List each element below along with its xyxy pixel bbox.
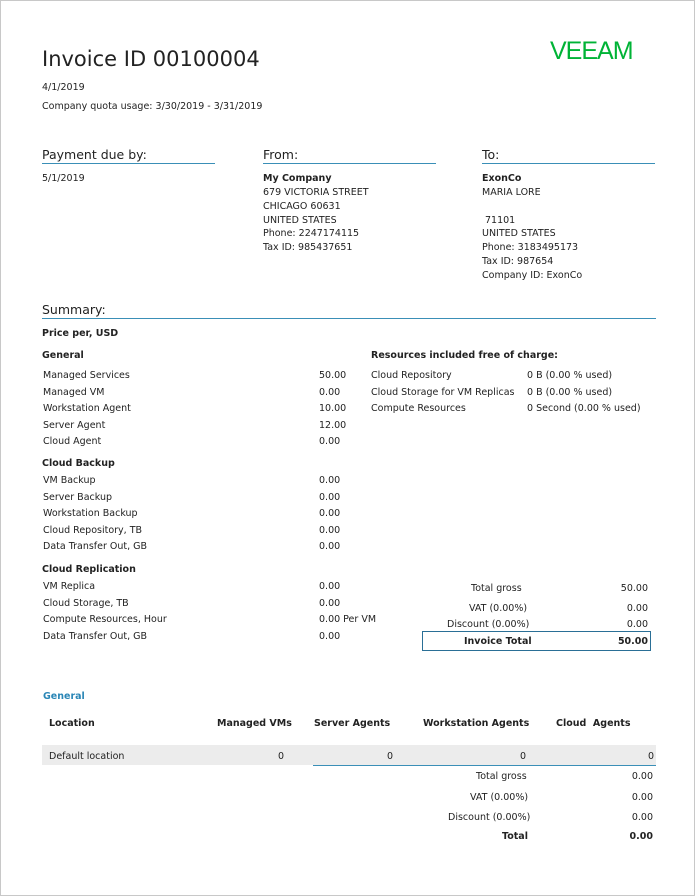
to-tax: Tax ID: 987654 <box>482 256 554 267</box>
general-section-label: General <box>42 350 84 361</box>
summary-discount-label: Discount (0.00%) <box>447 619 530 630</box>
free-resources-label: Resources included free of charge: <box>371 350 558 361</box>
to-company: ExonCo <box>482 173 522 184</box>
table-vat: 0.00 <box>631 792 653 803</box>
invoice-total: 50.00 <box>617 636 648 647</box>
cell-workstation-agents: 0 <box>519 751 526 762</box>
summary-discount: 0.00 <box>626 619 648 630</box>
summary-row-value: 0.00 <box>319 597 341 609</box>
summary-row-label: VM Replica <box>43 581 96 592</box>
cloud-replication-label: Cloud Replication <box>42 564 136 575</box>
col-workstation-agents: Workstation Agents <box>423 718 530 729</box>
summary-row-label: Compute Resources, Hour <box>43 614 167 626</box>
from-company: My Company <box>263 173 332 184</box>
col-managed-vms: Managed VMs <box>217 718 292 729</box>
cell-location: Default location <box>49 751 125 762</box>
summary-vat: 0.00 <box>626 603 648 614</box>
table-total-gross-label: Total gross <box>476 771 527 782</box>
payment-due-date: 5/1/2019 <box>42 173 85 184</box>
summary-row-value: 0 B (0.00 % used) <box>527 386 613 398</box>
table-row <box>42 745 656 765</box>
from-street: 679 VICTORIA STREET <box>263 187 369 198</box>
summary-row-label: Data Transfer Out, GB <box>43 541 148 553</box>
cell-managed-vms: 0 <box>277 751 284 762</box>
summary-row-value: 0.00 <box>319 508 341 520</box>
summary-total-gross-label: Total gross <box>471 583 522 594</box>
veeam-logo <box>550 35 648 65</box>
col-server-agents: Server Agents <box>314 718 391 729</box>
to-company-id: Company ID: ExonCo <box>482 270 583 281</box>
summary-row-value: 10.00 <box>319 403 347 415</box>
col-cloud-agents: Cloud Agents <box>556 718 631 729</box>
payment-due-header: Payment due by: <box>42 147 215 164</box>
cell-server-agents: 0 <box>386 751 393 762</box>
from-country: UNITED STATES <box>263 215 337 226</box>
summary-row-label: Server Agent <box>43 419 106 431</box>
summary-row-label: Server Backup <box>43 491 112 503</box>
table-discount: 0.00 <box>631 812 653 823</box>
invoice-total-label: Invoice Total <box>464 636 532 647</box>
summary-row-label: Cloud Storage, TB <box>43 597 129 609</box>
summary-row-label: VM Backup <box>43 475 96 486</box>
svg-text:VEEAM: VEEAM <box>550 37 633 65</box>
summary-row-label: Workstation Backup <box>43 508 138 520</box>
summary-row-label: Compute Resources <box>371 403 466 415</box>
summary-total-gross: 50.00 <box>620 583 648 594</box>
invoice-date: 4/1/2019 <box>42 82 85 93</box>
to-person: MARIA LORE <box>482 187 541 198</box>
to-header: To: <box>482 147 655 164</box>
quota-usage: Company quota usage: 3/30/2019 - 3/31/2019 <box>42 101 263 112</box>
price-label: Price per, USD <box>42 328 119 339</box>
summary-row-label: Cloud Agent <box>43 436 102 448</box>
summary-row-value: 0.00 <box>319 386 341 398</box>
summary-row-label: Cloud Repository <box>371 370 452 381</box>
to-phone: Phone: 3183495173 <box>482 242 579 253</box>
summary-row-value: 0.00 <box>319 630 341 642</box>
cell-cloud-agents: 0 <box>647 751 654 762</box>
summary-row-value: 0.00 <box>319 541 341 553</box>
summary-row-label: Workstation Agent <box>43 403 131 415</box>
summary-row-value: 0.00 Per VM <box>319 614 377 626</box>
summary-row-value: 0.00 <box>319 475 341 486</box>
summary-header: Summary: <box>42 302 656 319</box>
col-location: Location <box>49 718 95 729</box>
summary-row-value: 0 Second (0.00 % used) <box>527 403 641 415</box>
summary-row-value: 0.00 <box>319 524 341 536</box>
table-total: 0.00 <box>629 831 653 842</box>
summary-row-value: 0.00 <box>319 491 341 503</box>
summary-row-label: Managed VM <box>43 386 105 398</box>
summary-row-label: Cloud Storage for VM Replicas <box>371 386 515 398</box>
from-header: From: <box>263 147 436 164</box>
from-city: CHICAGO 60631 <box>263 201 341 212</box>
summary-row-value: 0 B (0.00 % used) <box>527 370 613 381</box>
cloud-backup-label: Cloud Backup <box>42 458 115 469</box>
summary-row-value: 0.00 <box>319 581 341 592</box>
table-vat-label: VAT (0.00%) <box>470 792 529 803</box>
table-total-gross: 0.00 <box>631 771 653 782</box>
summary-row-value: 12.00 <box>319 419 347 431</box>
summary-row-value: 0.00 <box>319 436 341 448</box>
from-phone: Phone: 2247174115 <box>263 228 360 239</box>
general-table-title: General <box>43 691 85 702</box>
from-tax: Tax ID: 985437651 <box>263 242 353 253</box>
summary-row-label: Managed Services <box>43 370 130 381</box>
to-country: UNITED STATES <box>482 228 556 239</box>
table-total-label: Total <box>502 831 528 842</box>
summary-row-label: Data Transfer Out, GB <box>43 630 148 642</box>
summary-row-value: 50.00 <box>319 370 347 381</box>
to-zip: 71101 <box>485 215 516 226</box>
summary-row-label: Cloud Repository, TB <box>43 524 143 536</box>
table-divider <box>313 765 656 766</box>
invoice-title: Invoice ID 00100004 <box>42 47 260 71</box>
table-discount-label: Discount (0.00%) <box>448 812 531 823</box>
summary-vat-label: VAT (0.00%) <box>469 603 528 614</box>
